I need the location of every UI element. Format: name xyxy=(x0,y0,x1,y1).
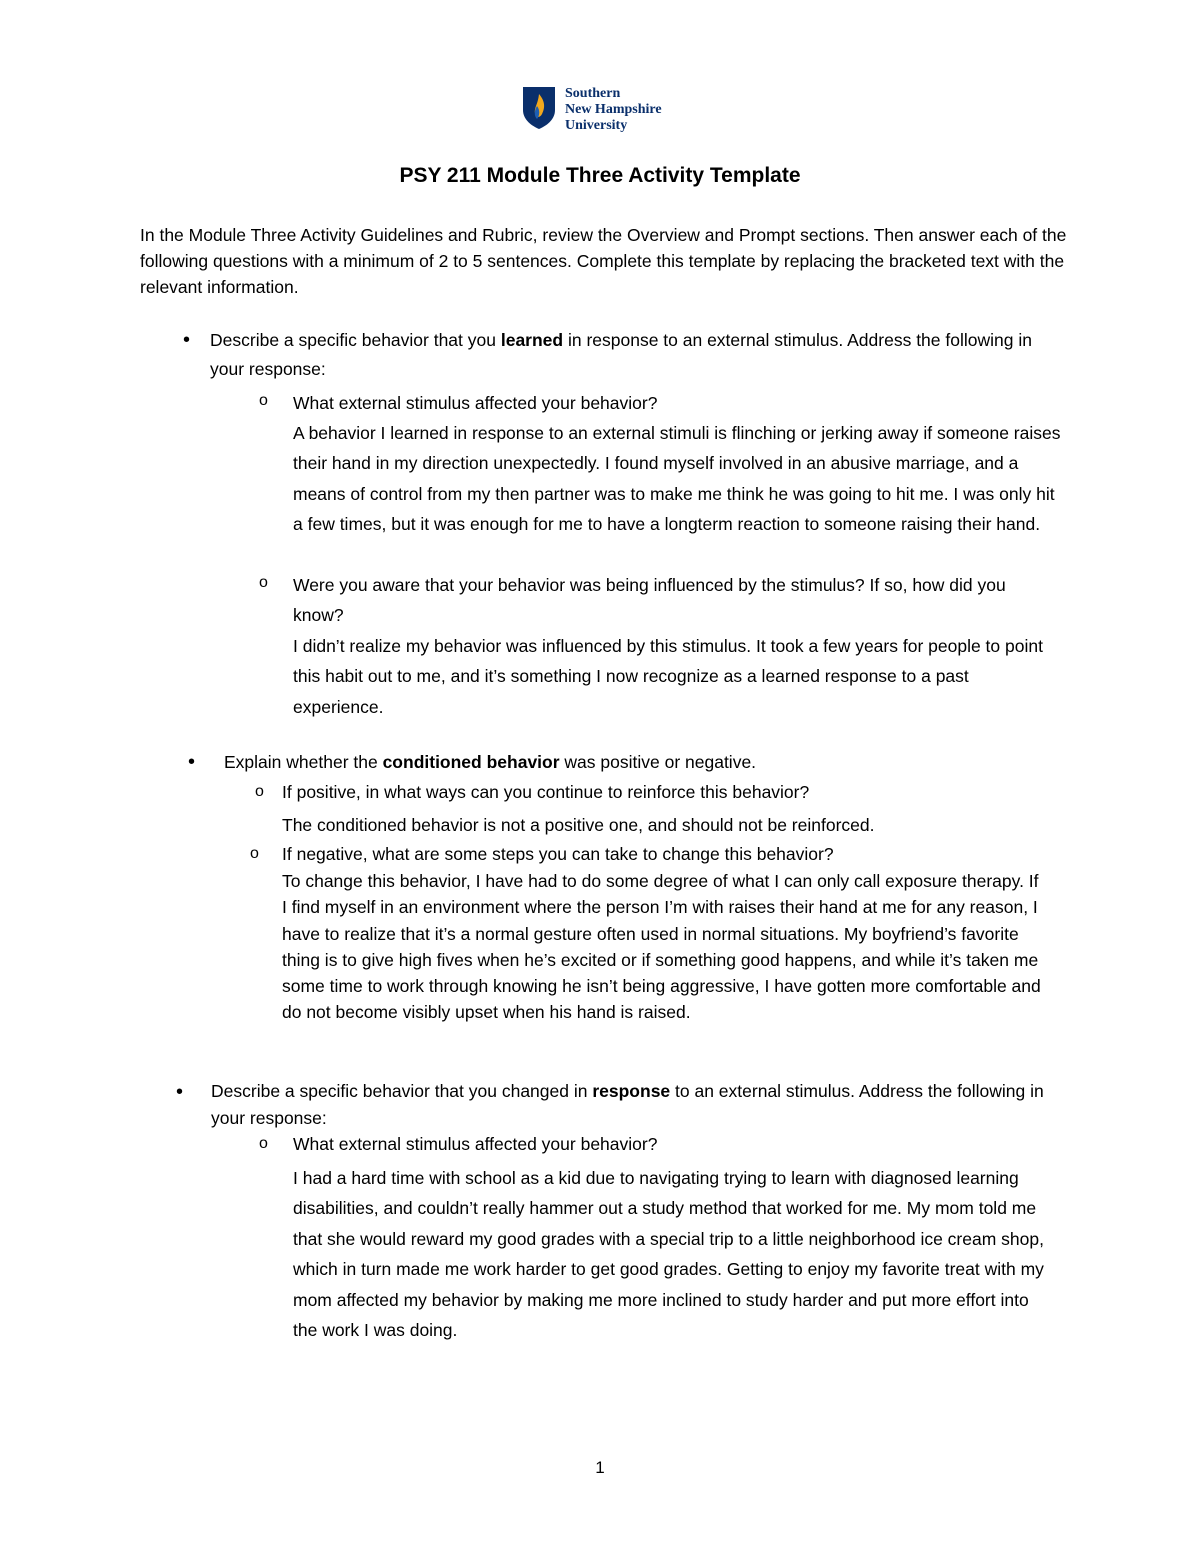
section-2-prompt xyxy=(224,748,1064,777)
section-3-prompt-start: Describe a specific behavior that you changed in xyxy=(211,1081,593,1101)
section-1-answer-2: I didn’t realize my behavior was influenced by this stimulus. It took a few years for people to point this habit out to me, and it’s something I now recognize as a learned response to a past experience. xyxy=(293,636,1043,717)
section-2-prompt-end: was positive or negative. xyxy=(559,752,757,772)
section-1-question-1: What external stimulus affected your behavior? xyxy=(293,393,658,413)
sub-bullet-3a: o xyxy=(259,1135,268,1152)
sub-bullet-2b: o xyxy=(250,845,259,862)
logo-line-2: New Hampshire xyxy=(565,102,662,117)
section-2-answer-1: The conditioned behavior is not a positive one, and should not be reinforced. xyxy=(282,815,875,835)
section-1-prompt-bold: learned xyxy=(500,330,564,350)
document-title: PSY 211 Module Three Activity Template xyxy=(399,164,801,187)
logo-line-3: University xyxy=(565,118,628,133)
section-2-prompt-bold: conditioned behavior xyxy=(382,752,560,772)
sub-bullet-1a: o xyxy=(259,392,268,409)
intro-paragraph: In the Module Three Activity Guidelines and Rubric, review the Overview and Prompt sections. Then answer each of the following questions with a minimum of 2 to 5 sentences. Complete this template by replacing the bracketed text with the relevant information. xyxy=(140,225,1067,297)
section-3-prompt-bold: response xyxy=(592,1081,671,1101)
section-1-question-2: Were you aware that your behavior was being influenced by the stimulus? If so, how did you know? xyxy=(293,575,1006,626)
section-1-answer-1: A behavior I learned in response to an external stimuli is flinching or jerking away if someone raises their hand in my direction unexpectedly. I found myself involved in an abusive marriage, and a means of control from my then partner was to make me think he was going to hit me. I was only hit a few times, but it was enough for me to have a longterm reaction to someone raising their hand. xyxy=(293,423,1061,535)
section-1-prompt xyxy=(210,326,1060,384)
sub-bullet-1b: o xyxy=(259,574,268,591)
section-1-prompt-start: Describe a specific behavior that you xyxy=(210,330,501,350)
bullet-2: • xyxy=(188,751,196,773)
page-number: 1 xyxy=(595,1458,605,1477)
logo-line-1: Southern xyxy=(565,86,621,101)
university-logo xyxy=(522,86,662,134)
bullet-1: • xyxy=(183,329,191,351)
section-3-question-1: What external stimulus affected your behavior? xyxy=(293,1134,658,1154)
section-3-answer-1: I had a hard time with school as a kid due to navigating trying to learn with diagnosed learning disabilities, and couldn’t really hammer out a study method that worked for me. My mom told me that she would reward my good grades with a special trip to a little neighborhood ice cream shop, which in turn made me work harder to get good grades. Getting to enjoy my favorite treat with my mom affected my behavior by making me more inclined to study harder and put more effort into the work I was doing. xyxy=(293,1168,1044,1341)
shield-flame-icon xyxy=(522,86,556,130)
section-1-prompt-end: in response to an external stimulus. Address the following in your response: xyxy=(210,330,1032,379)
sub-bullet-2a: o xyxy=(255,783,264,800)
section-2-question-1: If positive, in what ways can you continue to reinforce this behavior? xyxy=(282,782,810,802)
section-2-answer-2: To change this behavior, I have had to do some degree of what I can only call exposure therapy. If I find myself in an environment where the person I’m with raises their hand at me for any reason, I have to realize that it’s a normal gesture often used in normal situations. My boyfriend’s favorite thing is to give high fives when he’s excited or if something good happens, and while it’s taken me some time to work through knowing he isn’t being aggressive, I have gotten more comfortable and do not become visibly upset when his hand is raised. xyxy=(282,871,1041,1023)
section-3-prompt-end: to an external stimulus. Address the following in your response: xyxy=(211,1081,1044,1128)
section-2-prompt-start: Explain whether the xyxy=(224,752,383,772)
section-3-prompt xyxy=(211,1078,1061,1131)
bullet-3: • xyxy=(176,1081,184,1103)
section-2-question-2: If negative, what are some steps you can take to change this behavior? xyxy=(282,844,834,864)
